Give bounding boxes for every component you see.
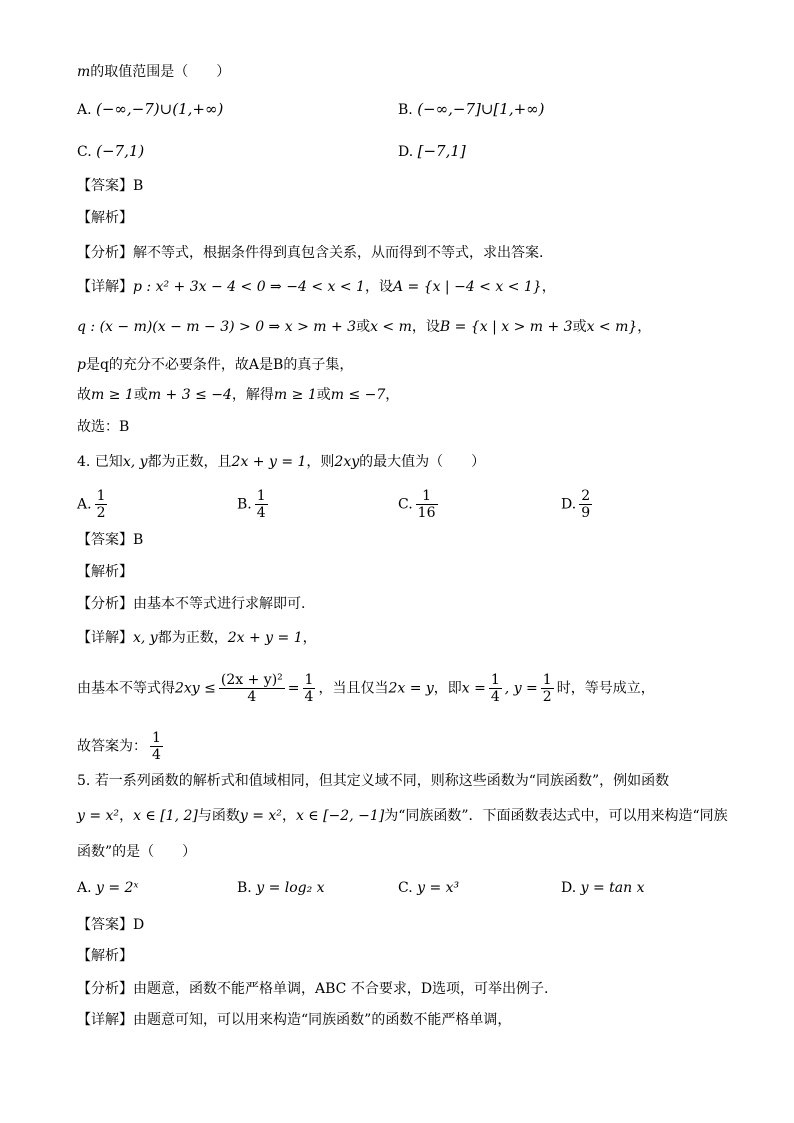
q3-stem: [77, 62, 230, 82]
q5-fenxi: 【分析】由题意，函数不能严格单调，ABC 不合要求，D选项，可举出例子.: [77, 981, 549, 997]
q5-stem-line3: 函数”的是（ ）: [77, 844, 197, 860]
q3-analysis-tag: 【解析】: [77, 210, 133, 226]
q3-fenxi: 【分析】解不等式，根据条件得到真包含关系，从而得到不等式，求出答案.: [77, 245, 544, 261]
q3-final: 故选：B: [77, 419, 130, 435]
q5-option-c: C. y = x³: [398, 880, 460, 896]
q5-answer: 【答案】D: [77, 917, 145, 933]
q5-stem-line2: y = x²，x ∈ [1, 2]与函数y = x²，x ∈ [−2, −1]为“同族函数”．下面函数表达式中，可以用来构造“同族: [77, 808, 728, 824]
q5-xiangjie: 【详解】由题意可知，可以用来构造“同族函数”的函数不能严格单调，: [77, 1012, 512, 1028]
q3-detail-line2: q : (x − m)(x − m − 3) > 0 ⇒ x > m + 3或x < m，设B = {x | x > m + 3或x < m}，: [77, 319, 652, 335]
q3-detail-line3: p是q的充分不必要条件，故A是B的真子集，: [77, 357, 354, 373]
q3-option-c: C. (−7,1): [77, 142, 145, 160]
q4-option-b: B. $\frac{1}{4}$: [237, 488, 266, 521]
q3-option-a: A. (−∞,−7)∪(1,+∞): [77, 100, 224, 118]
q4-detail-line2: 由基本不等式得2xy ≤ $\frac{\text{(2x + y)²}}{4}$ = $\frac{1}{4}$ ，当且仅当2x = y，即x = $\frac{1}{4}$ , y = $\frac{1}{2}$ 时，等号成立，: [77, 672, 655, 705]
q3-option-d: D. [−7,1]: [398, 142, 466, 160]
q4-option-c: C. $\frac{1}{16}$: [398, 488, 436, 521]
q3-stem-text: 的取值范围是（ ）: [90, 64, 231, 80]
q4-answer: 【答案】B: [77, 532, 144, 548]
q4-analysis-tag: 【解析】: [77, 564, 133, 580]
var-m: m: [77, 64, 91, 80]
q4-fenxi: 【分析】由基本不等式进行求解即可.: [77, 596, 306, 612]
q5-option-b: B. y = log₂ x: [237, 880, 325, 896]
q3-detail-line4: 故m ≥ 1或m + 3 ≤ −4，解得m ≥ 1或m ≤ −7，: [77, 387, 400, 403]
q5-option-d: D. y = tan x: [561, 880, 645, 896]
q3-option-b: B. (−∞,−7]∪[1,+∞): [398, 100, 545, 118]
q3-answer: 【答案】B: [77, 178, 144, 194]
q4-detail-line3: 故答案为： $\frac{1}{4}$: [77, 730, 161, 763]
q4-option-d: D. $\frac{2}{9}$: [561, 488, 591, 521]
q3-detail-line1: 【详解】p : x² + 3x − 4 < 0 ⇒ −4 < x < 1，设A = {x | −4 < x < 1}，: [77, 279, 556, 295]
q4-detail-line1: 【详解】x, y都为正数，2x + y = 1，: [77, 630, 317, 646]
q5-stem-line1: 5. 若一系列函数的解析式和值域相同，但其定义域不同，则称这些函数为“同族函数”，例如函数: [77, 773, 670, 789]
q4-stem: 4. 已知x, y都为正数，且2x + y = 1，则2xy的最大值为（ ）: [77, 454, 486, 470]
q5-analysis-tag: 【解析】: [77, 948, 133, 964]
q4-option-a: A. $\frac{1}{2}$: [77, 488, 106, 521]
q5-option-a: A. y = 2ˣ: [77, 880, 139, 896]
